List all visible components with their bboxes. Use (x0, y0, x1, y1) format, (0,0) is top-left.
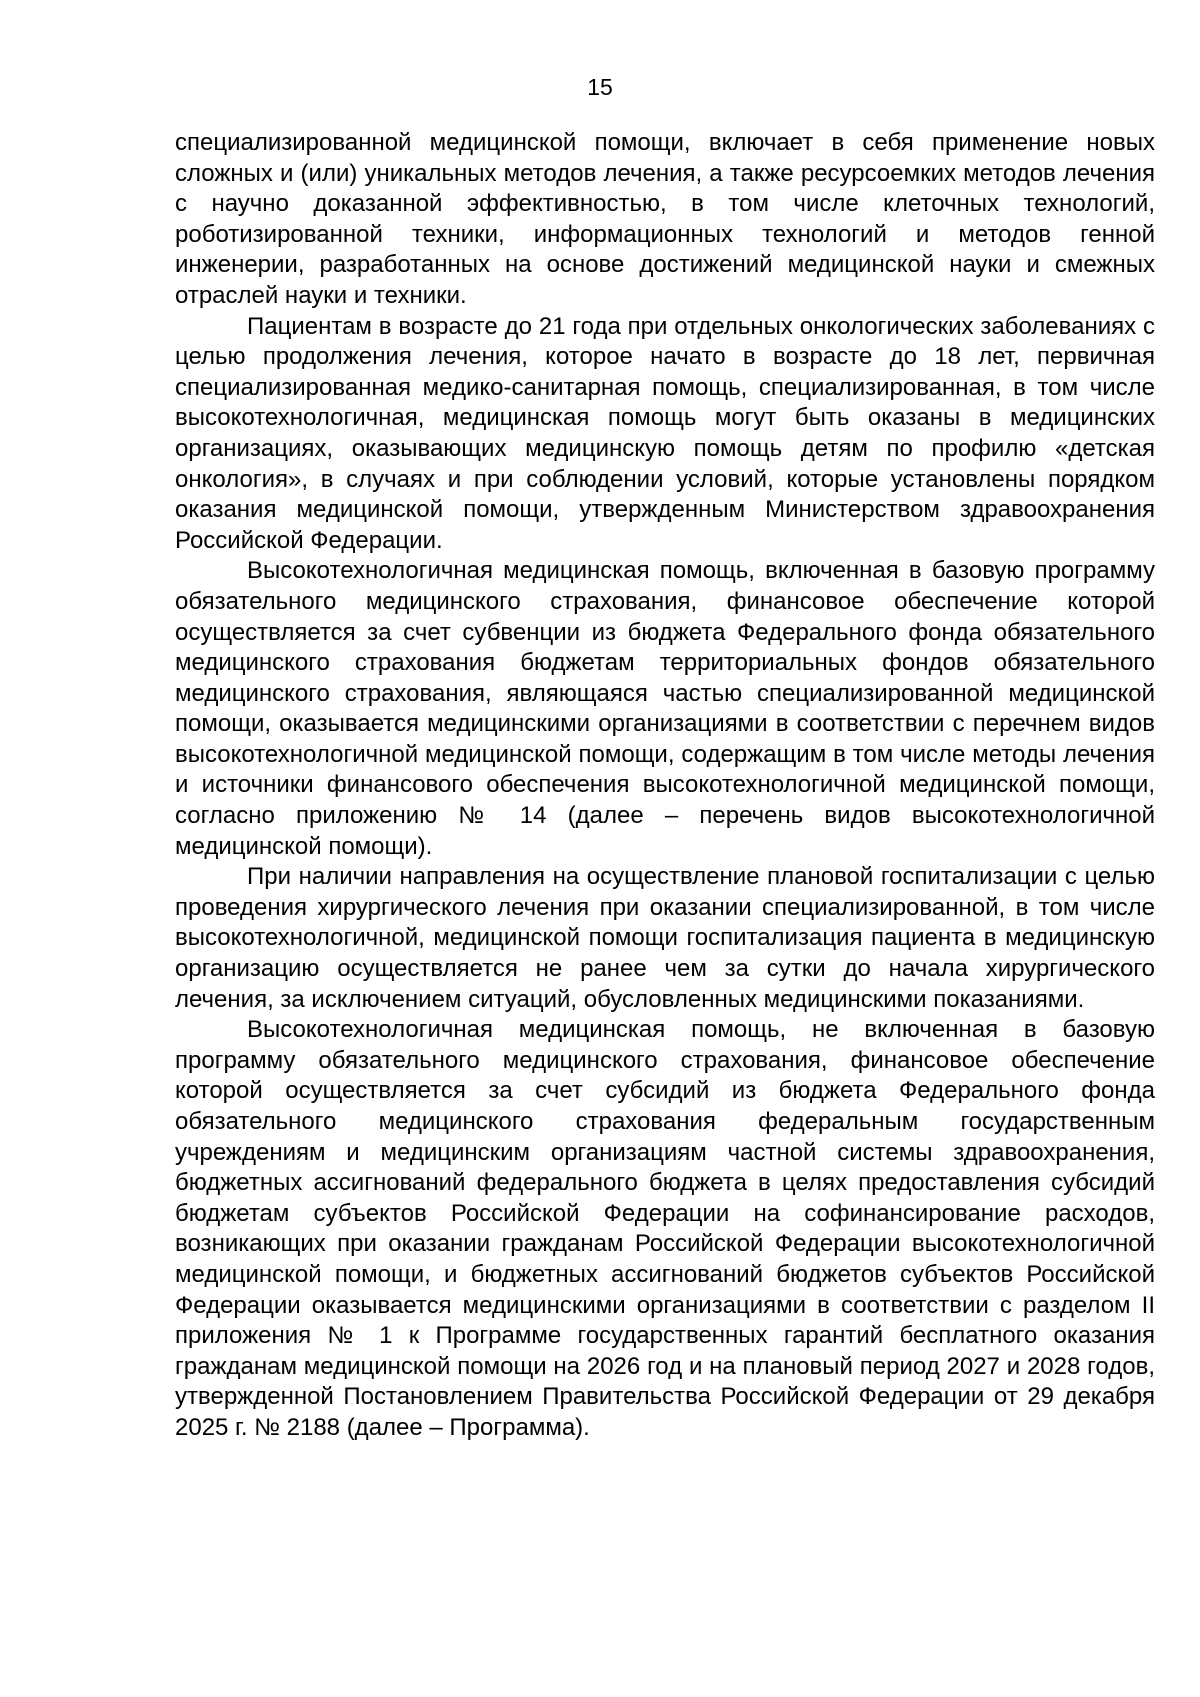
page-number: 15 (587, 74, 613, 100)
paragraph-oncology-patients: Пациентам в возрасте до 21 года при отдельных онкологических заболеваниях с целью продолжения лечения, которое начато в возрасте до 18 лет, первичная специализированная медико-санитарная помощь, специализированная, в том числе высокотехнологичная, медицинская помощь могут быть оказаны в медицинских организациях, оказывающих медицинскую помощь детям по профилю «детская онкология», в случаях и при соблюдении условий, которые установлены порядком оказания медицинской помощи, утвержденным Министерством здравоохранения Российской Федерации. (175, 312, 1155, 554)
paragraph-htmp-not-included: Высокотехнологичная медицинская помощь, не включенная в базовую программу обязательного медицинского страхования, финансовое обеспечение которой осуществляется за счет субсидий из бюджета Федерального фонда обязательного медицинского страхования федеральным государственным учреждениям и медицинским организациям частной системы здравоохранения, бюджетных ассигнований федерального бюджета в целях предоставления субсидий бюджетам субъектов Российской Федерации на софинансирование расходов, возникающих при оказании гражданам Российской Федерации высокотехнологичной медицинской помощи, и бюджетных ассигнований бюджетов субъектов Российской Федерации оказывается медицинскими организациями в соответствии с разделом II приложения № 1 к Программе государственных гарантий бесплатного оказания гражданам медицинской помощи на 2026 год и на плановый период 2027 и 2028 годов, утвержденной Постановлением Правительства Российской Федерации от 29 декабря 2025 г. № 2188 (далее – Программа). (175, 1016, 1155, 1441)
paragraph-continuation: специализированной медицинской помощи, включает в себя применение новых сложных и (или) уникальных методов лечения, а также ресурсоемких методов лечения с научно доказанной эффективностью, в том числе клеточных технологий, роботизированной техники, информационных технологий и методов генной инженерии, разработанных на основе достижений медицинской науки и смежных отраслей науки и техники. (175, 129, 1155, 309)
paragraph-htmp-included: Высокотехнологичная медицинская помощь, включенная в базовую программу обязательного медицинского страхования, финансовое обеспечение которой осуществляется за счет субвенции из бюджета Федерального фонда обязательного медицинского страхования бюджетам территориальных фондов обязательного медицинского страхования, являющаяся частью специализированной медицинской помощи, оказывается медицинскими организациями в соответствии с перечнем видов высокотехнологичной медицинской помощи, содержащим в том числе методы лечения и источники финансового обеспечения высокотехнологичной медицинской помощи, согласно приложению № 14 (далее – перечень видов высокотехнологичной медицинской помощи). (175, 557, 1155, 860)
page-body (175, 128, 1155, 1444)
paragraph-planned-hospitalization: При наличии направления на осуществление плановой госпитализации с целью проведения хирургического лечения при оказании специализированной, в том числе высокотехнологичной, медицинской помощи госпитализация пациента в медицинскую организацию осуществляется не ранее чем за сутки до начала хирургического лечения, за исключением ситуаций, обусловленных медицинскими показаниями. (175, 863, 1155, 1013)
